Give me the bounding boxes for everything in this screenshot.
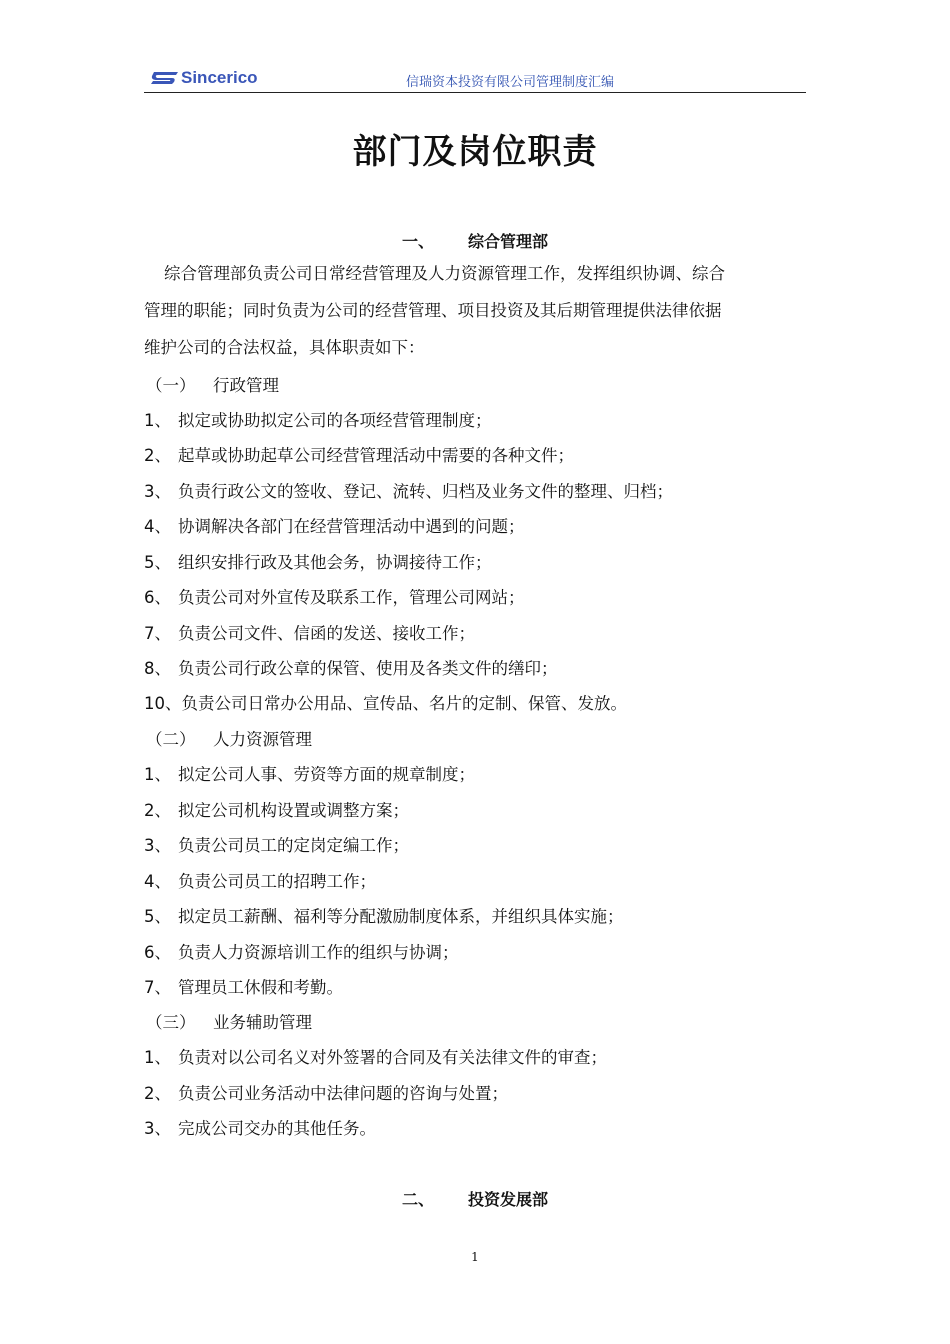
- item-number: 3、: [144, 1119, 171, 1138]
- item-text: 起草或协助起草公司经营管理活动中需要的各种文件；: [178, 446, 574, 465]
- page-header: [144, 66, 806, 93]
- item-number: 7、: [144, 978, 171, 997]
- list-item: [144, 1044, 607, 1068]
- item-number: 7、: [144, 624, 171, 643]
- list-item: [144, 584, 525, 608]
- item-text: 管理员工休假和考勤。: [178, 978, 343, 997]
- item-text: 协调解决各部门在经营管理活动中遇到的问题；: [178, 517, 525, 536]
- section-title: 综合管理部: [468, 232, 549, 251]
- item-number: 1、: [144, 765, 171, 784]
- item-text: 负责公司员工的招聘工作；: [178, 872, 376, 891]
- intro-line: 综合管理部负责公司日常经营管理及人力资源管理工作，发挥组织协调、综合: [164, 264, 725, 283]
- list-item: [144, 939, 459, 963]
- sincerico-logo-icon: [150, 70, 180, 86]
- list-item: [144, 832, 409, 856]
- list-item: [144, 903, 624, 927]
- section-number: 一、: [401, 232, 434, 251]
- item-text: 负责对以公司名义对外签署的合同及有关法律文件的审查；: [178, 1048, 607, 1067]
- item-number: 5、: [144, 907, 171, 926]
- header-collection-title: 信瑞资本投资有限公司管理制度汇编: [406, 75, 615, 90]
- item-number: 5、: [144, 553, 171, 572]
- item-text: 负责公司员工的定岗定编工作；: [178, 836, 409, 855]
- item-number: 3、: [144, 482, 171, 501]
- intro-line: 维护公司的合法权益，具体职责如下：: [144, 338, 425, 357]
- subsection-heading: [146, 372, 279, 396]
- item-number: 4、: [144, 872, 171, 891]
- list-item: [144, 478, 673, 502]
- list-item: [144, 797, 409, 821]
- item-number: 1、: [144, 411, 171, 430]
- section-heading: [0, 1187, 950, 1210]
- document-title: 部门及岗位职责: [352, 132, 598, 172]
- subsection-title: 人力资源管理: [213, 730, 312, 749]
- list-item: [144, 620, 475, 644]
- item-text: 拟定或协助拟定公司的各项经营管理制度；: [178, 411, 492, 430]
- section-title: 投资发展部: [468, 1190, 549, 1209]
- item-text: 负责人力资源培训工作的组织与协调；: [178, 943, 459, 962]
- intro-line: 管理的职能；同时负责为公司的经营管理、项目投资及其后期管理提供法律依据: [144, 301, 722, 320]
- subsection-number: （一）: [146, 376, 196, 395]
- list-item: [144, 761, 475, 785]
- item-text: 拟定公司人事、劳资等方面的规章制度；: [178, 765, 475, 784]
- item-text: 负责公司文件、信函的发送、接收工作；: [178, 624, 475, 643]
- item-number: 10、: [144, 694, 182, 713]
- item-text: 拟定员工薪酬、福利等分配激励制度体系，并组织具体实施；: [178, 907, 624, 926]
- page-number: 1: [471, 1250, 479, 1264]
- item-number: 3、: [144, 836, 171, 855]
- subsection-title: 业务辅助管理: [213, 1013, 312, 1032]
- item-text: 组织安排行政及其他会务，协调接待工作；: [178, 553, 492, 572]
- list-item: [144, 1115, 376, 1139]
- item-text: 完成公司交办的其他任务。: [178, 1119, 376, 1138]
- list-item: [144, 1080, 508, 1104]
- list-item: [144, 407, 492, 431]
- item-text: 负责公司业务活动中法律问题的咨询与处置；: [178, 1084, 508, 1103]
- subsection-number: （三）: [146, 1013, 196, 1032]
- item-number: 2、: [144, 1084, 171, 1103]
- company-logo: [150, 68, 258, 88]
- list-item: [144, 655, 558, 679]
- item-number: 6、: [144, 943, 171, 962]
- subsection-title: 行政管理: [213, 376, 279, 395]
- list-item: [144, 442, 574, 466]
- section-heading: [0, 229, 950, 252]
- list-item: [144, 690, 627, 714]
- item-number: 4、: [144, 517, 171, 536]
- subsection-heading: [146, 726, 312, 750]
- item-text: 负责公司行政公章的保管、使用及各类文件的缮印；: [178, 659, 558, 678]
- list-item: [144, 868, 376, 892]
- item-text: 负责行政公文的签收、登记、流转、归档及业务文件的整理、归档；: [178, 482, 673, 501]
- item-text: 负责公司对外宣传及联系工作，管理公司网站；: [178, 588, 525, 607]
- section-number: 二、: [401, 1190, 434, 1209]
- item-text: 负责公司日常办公用品、宣传品、名片的定制、保管、发放。: [181, 694, 627, 713]
- intro-paragraph: [144, 255, 808, 366]
- item-number: 2、: [144, 446, 171, 465]
- item-number: 6、: [144, 588, 171, 607]
- subsection-heading: [146, 1009, 312, 1033]
- logo-text: Sincerico: [181, 68, 258, 87]
- item-number: 8、: [144, 659, 171, 678]
- item-number: 2、: [144, 801, 171, 820]
- item-number: 1、: [144, 1048, 171, 1067]
- list-item: [144, 549, 492, 573]
- subsection-number: （二）: [146, 730, 196, 749]
- list-item: [144, 513, 525, 537]
- item-text: 拟定公司机构设置或调整方案；: [178, 801, 409, 820]
- list-item: [144, 974, 343, 998]
